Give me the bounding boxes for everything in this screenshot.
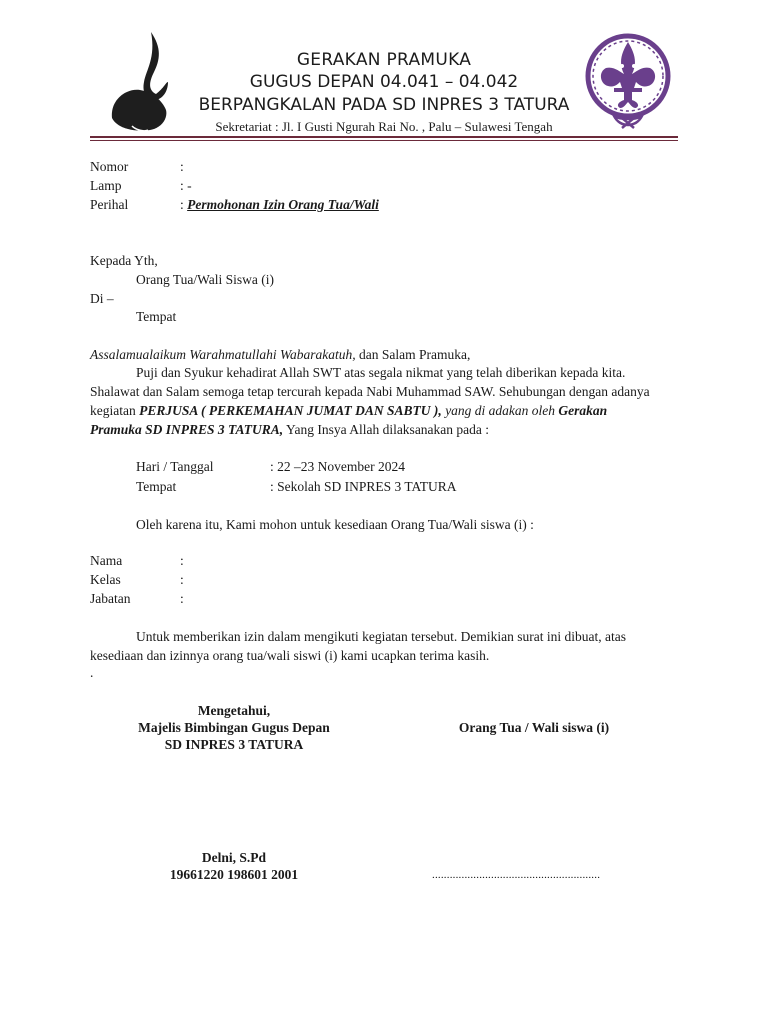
greeting-salam: Assalamualaikum Warahmatullahi Wabarakatuh, <box>90 347 356 362</box>
school-title: SD INPRES 3 TATURA <box>164 737 304 752</box>
mengetahui-label: Mengetahui, <box>197 703 271 718</box>
greeting-pramuka: dan Salam Pramuka, <box>355 347 471 362</box>
paragraph-1-line-1: Puji dan Syukur kehadirat Allah SWT atas segala nikmat yang telah diberikan kepada kita. <box>136 365 626 380</box>
paragraph-2: Oleh karena itu, Kami mohon untuk kesediaan Orang Tua/Wali siswa (i) : <box>136 517 534 532</box>
nama-label: Nama <box>90 553 123 568</box>
lamp-label: Lamp <box>90 178 122 193</box>
organizer-gerakan: Gerakan <box>558 403 608 418</box>
signer-nip: 19661220 198601 2001 <box>169 867 299 882</box>
di-label: Di – <box>90 291 114 306</box>
organizer-name: Pramuka SD INPRES 3 TATURA, <box>90 422 284 437</box>
header-divider-thick <box>90 136 678 138</box>
kepada-yth: Kepada Yth, <box>90 253 158 268</box>
perihal-label: Perihal <box>90 197 129 212</box>
hari-tanggal-label: Hari / Tanggal <box>136 459 214 474</box>
tempat-label: Tempat <box>136 309 177 324</box>
parent-title: Orang Tua / Wali siswa (i) <box>458 720 610 735</box>
secretariat-address: Sekretariat : Jl. I Gusti Ngurah Rai No. , Palu – Sulawesi Tengah <box>215 119 553 134</box>
event-tempat-label: Tempat <box>136 479 177 494</box>
stray-dot: . <box>90 665 94 680</box>
event-tempat-value: : Sekolah SD INPRES 3 TATURA <box>270 479 457 494</box>
event-name: PERJUSA ( PERKEMAHAN JUMAT DAN SABTU ), <box>139 403 442 418</box>
hari-tanggal-value: : 22 –23 November 2024 <box>270 459 405 474</box>
jabatan-label: Jabatan <box>90 591 131 606</box>
kelas-label: Kelas <box>90 572 121 587</box>
nama-colon: : <box>180 553 184 568</box>
base-school: BERPANGKALAN PADA SD INPRES 3 TATURA <box>198 95 570 115</box>
paragraph-1-line-3 <box>90 402 607 420</box>
paragraph-1-line-4 <box>90 421 489 439</box>
majelis-title: Majelis Bimbingan Gugus Depan <box>138 720 330 735</box>
lamp-value: : - <box>180 178 192 193</box>
schedule-intro: Yang Insya Allah dilaksanakan pada : <box>283 422 490 437</box>
org-name: GERAKAN PRAMUKA <box>296 50 472 70</box>
organizer-intro: yang di adakan oleh <box>441 403 559 418</box>
paragraph-1-line-2: Shalawat dan Salam semoga tetap tercurah kepada Nabi Muhammad SAW. Sehubungan dengan adanya <box>90 384 650 399</box>
nomor-label: Nomor <box>90 159 129 174</box>
perihal-subject: Permohonan Izin Orang Tua/Wali <box>187 197 379 212</box>
gugus-depan-number: GUGUS DEPAN 04.041 – 04.042 <box>249 72 519 92</box>
jabatan-colon: : <box>180 591 184 606</box>
paragraph-3-line-1: Untuk memberikan izin dalam mengikuti kegiatan tersebut. Demikian surat ini dibuat, atas <box>136 629 626 644</box>
recipient: Orang Tua/Wali Siswa (i) <box>136 272 275 287</box>
kelas-colon: : <box>180 572 184 587</box>
header-divider-thin <box>90 140 678 141</box>
perihal-colon: : <box>180 197 184 212</box>
perihal-value <box>180 196 379 214</box>
paragraph-3-line-2: kesediaan dan izinnya orang tua/wali siswi (i) kami ucapkan terima kasih. <box>90 648 490 663</box>
parent-signature-line: ......................................................... <box>432 869 601 881</box>
greeting <box>90 346 470 364</box>
signer-name: Delni, S.Pd <box>201 850 267 865</box>
kegiatan-word: kegiatan <box>90 403 140 418</box>
nomor-value: : <box>180 159 184 174</box>
